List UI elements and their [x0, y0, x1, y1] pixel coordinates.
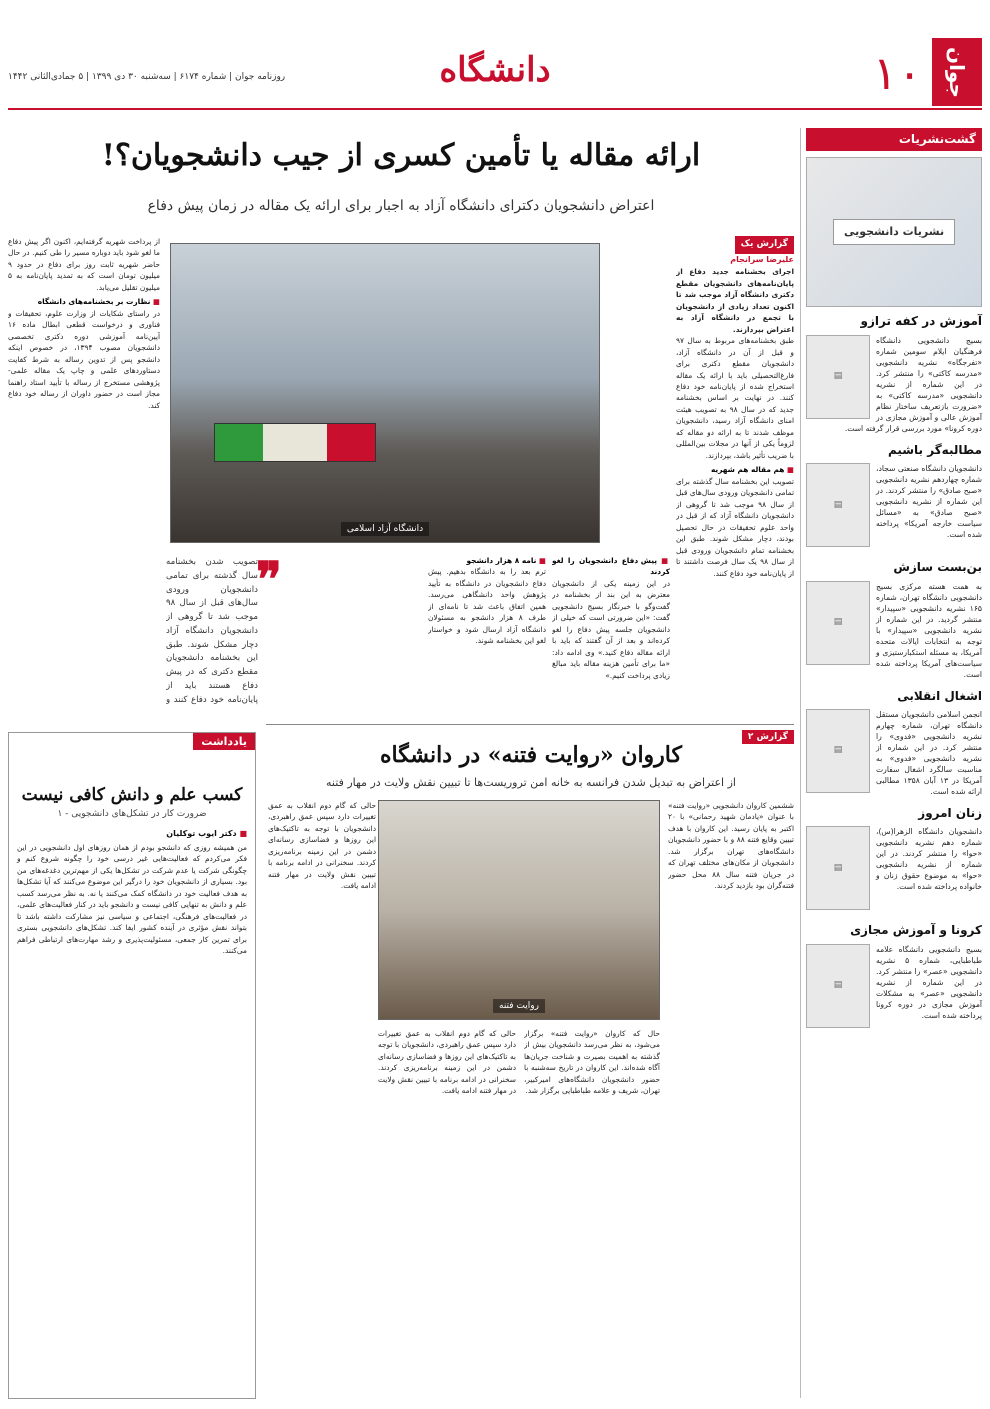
- opinion-box: [8, 732, 256, 1399]
- opinion-title: کسب علم و دانش کافی نیست: [21, 785, 243, 805]
- journal-cover-image: ▤: [806, 826, 870, 910]
- sidebar-article: [806, 805, 982, 914]
- journals-collage-image: [806, 157, 982, 307]
- lead-column: [8, 236, 160, 716]
- lead-column: [676, 236, 794, 701]
- sidebar-article-text: دانشجویان دانشگاه الزهرا(س)، شماره دهم نشریه دانشجویی «حوا» را منتشر کردند. در این شماره از نشریه دانشجویی «حوا» به موضوع حقوق زنان و خانواده پرداخته شده است.: [876, 827, 982, 892]
- section-divider: [266, 724, 794, 725]
- lead-body: تصویب این بخشنامه سال گذشته برای تمامی دانشجویان ورودی سال‌های قبل از سال ۹۸ موجب شد تا گروهی از دانشجویان دانشگاه آزاد که از قبل در واحد علوم تحقیقات در حال تحصیل بودند، دچار مشکل شوند. طبق این بخشنامه تمام دانشجویان ورودی قبل از سال ۹۸ یک سال فرصت داشتند تا از پایان‌نامه خود دفاع کنند.: [676, 476, 794, 578]
- section-title: دانشگاه: [439, 50, 551, 90]
- lead-column: [552, 552, 670, 702]
- sidebar-article: [806, 922, 982, 1020]
- second-column: [668, 800, 794, 1400]
- sidebar-article-title: مطالبه‌گر باشیم: [887, 442, 982, 457]
- sidebar-article-title: آموزش در کفه ترازو: [860, 314, 982, 329]
- speaker-photo: [378, 800, 660, 1020]
- page-number: ۱۰: [872, 46, 922, 100]
- sidebar-article-text: بسیج دانشجویی دانشگاه علامه طباطبایی، شماره ۵ نشریه دانشجویی «عصر» را منتشر کرد. در این شماره از نشریه دانشجویی «عصر» به مشکلات آموزش مجازی در دوره کرونا پرداخته شده است.: [876, 944, 982, 1020]
- lead-headline: ارائه مقاله یا تأمین کسری از جیب دانشجویان؟!: [101, 138, 701, 173]
- sidebar-article-text: به همت هسته مرکزی بسیج دانشجویی دانشگاه تهران، شماره ۱۶۵ نشریه دانشجویی «سپیدار» منتشر گردید. در این شماره از نشریه دانشجویی «سپیدار» با توجه به انتخابات ایالات متحده آمریکا، به مسئله استکبارستیزی و سیاست‌های آمریکا پرداخته شده است.: [876, 581, 982, 679]
- lead-author: علیرضا سرانجام: [730, 254, 794, 264]
- speaker-photo-caption: روایت فتنه: [493, 999, 545, 1013]
- lead-body: ترم بعد را به دانشگاه بدهیم. پیش دفاع دانشجویان در دانشگاه به تأیید پژوهش واحد دانشگاهی می‌رسد. همین اتفاق باعث شد تا نامه‌ای از طرف ۸ هزار دانشجو به مسئولان دانشگاه آزاد ارسال شود و خواستار لغو این بخشنامه شوند.: [428, 567, 546, 646]
- second-body: حال که کاروان «روایت فتنه» برگزار می‌شود، به نظر می‌رسد دانشجویان بیش از گذشته به اهمیت بصیرت و شناخت جریان‌ها آگاه شده‌اند. این کاروان در تاریخ سه‌شنبه با حضور دانشجویان دانشگاه‌های امیرکبیر، تهران، شریف و علامه طباطبایی برگزار شد.: [524, 1029, 660, 1096]
- sidebar-article-title: زنان امروز: [918, 805, 982, 820]
- sidebar-article-text: دانشجویان دانشگاه صنعتی سجاد، شماره چهاردهم نشریه دانشجویی «صبح صادق» را منتشر کردند. در این شماره از نشریه دانشجویی «صبح صادق» به «مسائل سیاست خارجه آمریکا» پرداخته شده است.: [876, 464, 982, 540]
- second-tag: گزارش ۲: [742, 730, 794, 744]
- sidebar-article: [806, 442, 982, 551]
- lead-tag: گزارش یک: [735, 236, 794, 254]
- sidebar-article-text: انجمن اسلامی دانشجویان مستقل دانشگاه تهران، شماره چهارم نشریه دانشجویی «فدوی» را منتشر کرد. در این شماره از نشریه دانشجویی «فدوی» به مناسبت سالگرد اشغال سفارت آمریکا در ۱۳ آبان ۱۳۵۸ مطالبی ارائه شده است.: [876, 709, 982, 796]
- lead-body: طبق بخشنامه‌های مربوط به سال ۹۷ و قبل از آن در دانشگاه آزاد، دانشجویان مقطع دکتری برای فارغ‌التحصیلی باید با ارائه یک مقاله استخراج شده از پایان‌نامه خود دفاع کنند. در نهایت بر اساس بخشنامه جدید که در سال ۹۸ به تصویب هیئت امنای دانشگاه آزاد رسید، دانشجویان موظف شدند تا به ارائه دو مقاله که لزوماً یکی از آنها در مجلات بین‌المللی با ضریب تأثیر باشد، بپردازند.: [676, 336, 794, 460]
- second-headline: کاروان «روایت فتنه» در دانشگاه: [380, 742, 682, 768]
- second-subhead: از اعتراض به تبدیل شدن فرانسه به خانه امن تروریست‌ها تا تبیین نقش ولایت در مهار فتنه: [326, 776, 736, 789]
- header-divider: [8, 108, 982, 110]
- masthead: [8, 38, 982, 106]
- lead-body: در راستای شکایات از وزارت علوم، تحقیقات و فناوری و درخواست قطعی ابطال ماده ۱۶ آیین‌نامه آموزشی دوره دکتری تخصصی دانشجویان مصوب ۱۳۹۴، در خصوص اینکه دانشجو پس از تدوین رساله به شرط کفایت دستاوردهای علمی و چاپ یک مقاله علمی-پژوهشی مستخرج از رساله با تأیید استاد راهنما مجاز است در حضور داوران از رساله خود دفاع کند.: [8, 308, 160, 410]
- second-body: حالی که گام دوم انقلاب به عمق تغییرات دارد سپس عمق راهبردی، دانشجویان با توجه به تاکتیک‌های این روزها و فضاسازی رسانه‌ای دشمن در این زمینه برنامه‌ریزی کردند. سخنرانی در ادامه برنامه با تبیین نقش ولایت در مهار فتنه ادامه یافت.: [378, 1029, 516, 1096]
- dateline: روزنامه جوان | شماره ۶۱۷۴ | سه‌شنبه ۳۰ دی ۱۳۹۹ | ۵ جمادی‌الثانی ۱۴۴۲: [8, 72, 286, 82]
- journal-cover-image: ▤: [806, 709, 870, 793]
- lead-subhead: اعتراض دانشجویان دکترای دانشگاه آزاد به اجبار برای ارائه یک مقاله در زمان پیش دفاع: [147, 198, 655, 214]
- quote-mark-icon: ❞: [256, 552, 282, 608]
- lead-column: [428, 552, 546, 702]
- newspaper-logo: جوان: [932, 38, 982, 106]
- sidebar-article: [806, 313, 982, 433]
- opinion-tag: یادداشت: [193, 733, 255, 750]
- sidebar-article: [806, 559, 982, 679]
- journal-cover-image: ▤: [806, 335, 870, 419]
- lead-intro: اجرای بخشنامه جدید دفاع از پایان‌نامه‌های دانشجویان مقطع دکتری دانشگاه آزاد موجب شد تا اکنون تعداد زیادی از دانشجویان با تجمع در دانشگاه آزاد به اعتراض بپردازند.: [676, 267, 794, 334]
- pull-quote: تصویب شدن بخشنامه سال گذشته برای تمامی دانشجویان ورودی سال‌های قبل از سال ۹۸ موجب شد تا گروهی از دانشجویان دانشگاه آزاد دچار مشکل شوند. طبق این بخشنامه دانشجویان مقطع دکتری که در پیش دفاع هستند باید از پایان‌نامه خود دفاع کنند و: [166, 557, 258, 705]
- lead-subheading: ■ پیش دفاع دانشجویان را لغو کردند: [552, 555, 670, 578]
- journal-cover-image: ▤: [806, 944, 870, 1028]
- journals-collage-title: نشریات دانشجویی: [833, 219, 955, 245]
- sidebar-divider: [800, 128, 801, 1398]
- sidebar-tag: گشت‌نشریات: [806, 128, 982, 151]
- lead-subheading: ■ نامه ۸ هزار دانشجو: [428, 555, 546, 566]
- sidebar-article-title: اشغال انقلابی: [897, 688, 982, 703]
- lead-body: در این زمینه یکی از دانشجویان معترض به این بند از بخشنامه در گفت‌وگو با خبرنگار بسیج دانشجویی گفت: «این ضرورتی است که خیلی از دانشجویان جلسه پیش دفاع را لغو کرده‌اند و بعد از آن گفتند که باید با ارائه مقاله دفاع کنید.» وی ادامه داد: «ما برای تأمین هزینه مقاله باید مبالغ زیادی پرداخت کنیم.»: [552, 578, 670, 680]
- sidebar-article-title: کرونا و آموزش مجازی: [850, 923, 982, 938]
- second-column: [268, 800, 376, 1400]
- lead-subheading: ■ نظارت بر بخشنامه‌های دانشگاه: [8, 296, 160, 307]
- opinion-text: من همیشه روزی که دانشجو بودم از همان روزهای اول دانشجویی در این فکر می‌کردم که فعالیت‌هایی غیر درسی خود را چگونه شروع کنم و چگونگی شرکت یا عدم شرکت در تشکل‌ها یکی از مهم‌ترین دغدغه‌های من بود. بسیاری از دانشجویان خود را درگیر این موضوع می‌کنند که آیا تشکل‌ها به هدف فعالیت خود در دانشگاه کمک می‌کنند یا نه. به نظر می‌رسد کسب علم و دانش به تنهایی کافی نیست و دانشجو باید در کنار فعالیت‌های علمی، در فعالیت‌های فرهنگی، اجتماعی و سیاسی نیز مشارکت داشته باشد تا بتواند نقش مؤثری در آینده کشور ایفا کند. تشکل‌های دانشجویی بستری برای تمرین کار جمعی، مسئولیت‌پذیری و رشد مهارت‌های ارتباطی فراهم می‌کنند.: [17, 843, 247, 956]
- opinion-subtitle: ضرورت کار در تشکل‌های دانشجویی - ۱: [57, 809, 207, 819]
- protest-photo: [170, 243, 600, 543]
- second-column: [524, 1028, 660, 1398]
- sidebar-article-text: بسیج دانشجویی دانشگاه فرهنگیان ایلام سومین شماره «تفرجگاه» نشریه دانشجویی «مدرسه کاکتی» را منتشر کرد. در این شماره از نشریه دانشجویی «مدرسه کاکتی» به «ضرورت بازتعریف ساختار نظام آموزش عالی و آموزش مجازی در دوره کرونا» مورد بررسی قرار گرفته است.: [844, 335, 982, 433]
- second-body: ششمین کاروان دانشجویی «روایت فتنه» با عنوان «یادمان شهید رحمانی» با ۲۰ اکتبر به پایان رسید. این کاروان با هدف تبیین وقایع فتنه ۸۸ و با حضور دانشجویان دانشگاه‌های تهران برگزار شد. دانشجویان از مکان‌های مختلف تهران که در جریان فتنه سال ۸۸ محل حضور فتنه‌گران بود بازدید کردند.: [668, 801, 794, 891]
- second-body: حالی که گام دوم انقلاب به عمق تغییرات دارد سپس عمق راهبردی، دانشجویان با توجه به تاکتیک‌های این روزها و فضاسازی رسانه‌ای دشمن در این زمینه برنامه‌ریزی کردند. سخنرانی در ادامه برنامه با تبیین نقش ولایت در مهار فتنه ادامه یافت.: [268, 801, 376, 891]
- second-column: [378, 1028, 516, 1398]
- sidebar-article-title: بن‌بست سازش: [893, 560, 982, 575]
- journal-cover-image: ▤: [806, 581, 870, 665]
- lead-subheading: ■ هم مقاله هم شهریه: [676, 464, 794, 475]
- sidebar-article: [806, 688, 982, 797]
- protest-photo-caption: دانشگاه آزاد اسلامی: [341, 522, 429, 536]
- opinion-author: ■ دکتر ایوب توکلیان: [17, 829, 247, 838]
- lead-body: از پرداخت شهریه گرفته‌ایم، اکنون اگر پیش دفاع ما لغو شود باید دوباره مسیر را طی کنیم. در حال حاضر شهریه ثابت روز برای دفاع در حدود ۹ میلیون تومان است که به تمدید پایان‌نامه به ۵ میلیون تقلیل می‌یابد.: [8, 237, 160, 292]
- journal-cover-image: ▤: [806, 463, 870, 547]
- sidebar: [806, 128, 982, 1399]
- protest-banner-shape: [214, 423, 377, 462]
